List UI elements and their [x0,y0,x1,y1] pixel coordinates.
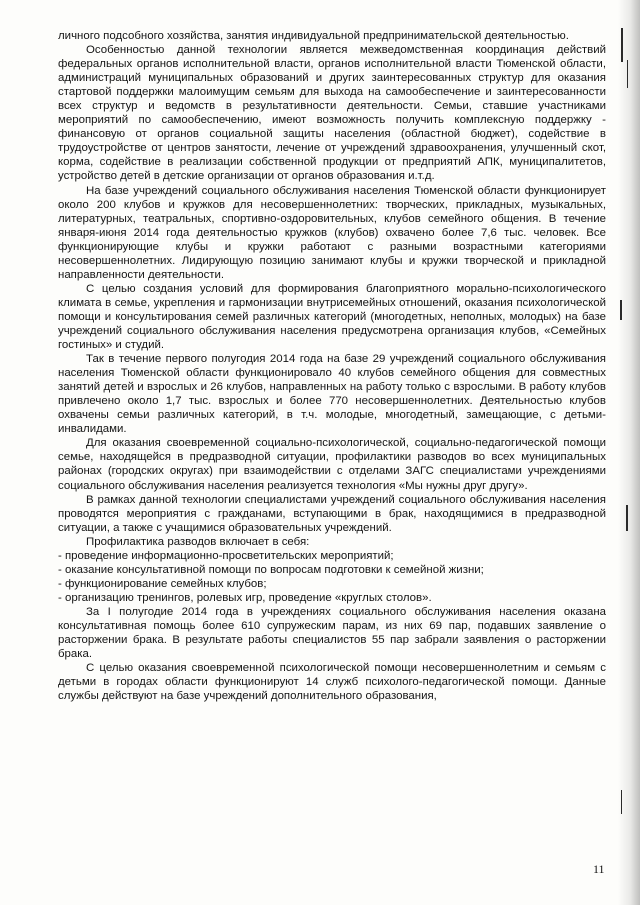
scan-artifact [620,300,622,320]
paragraph-6: Для оказания своевременной социально-психологической, социально-педагогической помощи семье, находящейся в предразводной ситуации, профилактики разводов во всех муниципальных районах (городских округах) при взаимодействии с отделами ЗАГС специалистами учреждениями социального обслуживания населения реализуется технология «Мы нужны друг другу». [58,437,606,492]
scan-edge-shadow [618,0,640,905]
paragraph-5: Так в течение первого полугодия 2014 года на базе 29 учреждений социального обслуживания населения Тюменской области функционировало 40 клубов семейного общения для совместных занятий детей и взрослых и 26 клубов, направленных на работу только с взрослыми. В работу клубов привлечено около 1,7 тыс. взрослых и более 770 несовершеннолетних. Деятельностью клубов охвачены семьи различных категорий, в т.ч. молодые, многодетный, замещающие, с детьми-инвалидами. [58,353,606,436]
paragraph-8: Профилактика разводов включает в себя: [86,535,310,548]
body-text [58,29,606,703]
paragraph-1: личного подсобного хозяйства, занятия индивидуальной предпринимательской деятельностью. [58,30,569,42]
scan-artifact [621,790,622,814]
paragraph-7: В рамках данной технологии специалистами учреждений социального обслуживания населения проводятся мероприятия с гражданами, вступающими в брак, находящимися в предразводной ситуации, а также с учащимися образовательных учреждений. [58,493,606,534]
paragraph-2: Особенностью данной технологии является межведомственная координация действий федеральных органов исполнительной власти, органов исполнительной власти Тюменской области, администраций муниципальных образований и других заинтересованных структур для оказания стартовой поддержки малоимущим семьям для выхода на самообеспечение и заинтересованности всех структур и ведомств в результативности деятельности. Семьи, ставшие участниками мероприятий по самообеспечению, имеют возможность получить комплексную поддержку - финансовую от органов социальной защиты населения (областной бюджет), содействие в трудоустройстве от центров занятости, лечение от учреждений здравоохранения, улучшенный скот, корма, содействие в реализации собственной продукции от предприятий АПК, муниципалитетов, устройство детей в детские организации от органов образования и.т.д. [58,44,606,183]
paragraph-3: На базе учреждений социального обслуживания населения Тюменской области функционирует около 200 клубов и кружков для несовершеннолетних: творческих, прикладных, музыкальных, литературных, театральных, спортивно-оздоровительных, клубов семейного общения. В течение января-июня 2014 года деятельностью кружков (клубов) охвачено более 7,6 тыс. человек. Все функционирующие клубы и кружки работают с разными возрастными категориями несовершеннолетних. Лидирующую позицию занимают клубы и кружки творческой и прикладной направленности деятельности. [58,184,606,281]
scan-artifact [626,505,628,531]
page-number: 11 [593,862,605,876]
paragraph-9: За I полугодие 2014 года в учреждениях социального обслуживания населения оказана консультативная помощь более 610 супружеским парам, из них 69 пар, подавших заявление о расторжении брака. В результате работы специалистов 55 пар забрали заявления о расторжении брака. [58,605,606,661]
list-item: - проведение информационно-просветительских мероприятий; [58,549,394,562]
scan-artifact [627,60,628,88]
list-item: - организацию тренингов, ролевых игр, проведение «круглых столов». [58,591,432,604]
scan-artifact [621,28,623,62]
list-item: - оказание консультативной помощи по вопросам подготовки к семейной жизни; [58,563,484,576]
paragraph-4: С целью создания условий для формирования благоприятного морально-психологического климата в семье, укрепления и гармонизации внутрисемейных отношений, оказания психологической помощи и консультирования семей различных категорий (многодетных, неполных, молодых) на базе учреждений социального обслуживания населения предусмотрена организация клубов, «Семейных гостиных» и студий. [58,282,606,352]
list-item: - функционирование семейных клубов; [58,577,267,590]
paragraph-10: С целью оказания своевременной психологической помощи несовершеннолетним и семьям с детьми в городах области функционируют 14 служб психолого-педагогической помощи. Данные службы действуют на базе учреждений дополнительного образования, [58,662,606,703]
